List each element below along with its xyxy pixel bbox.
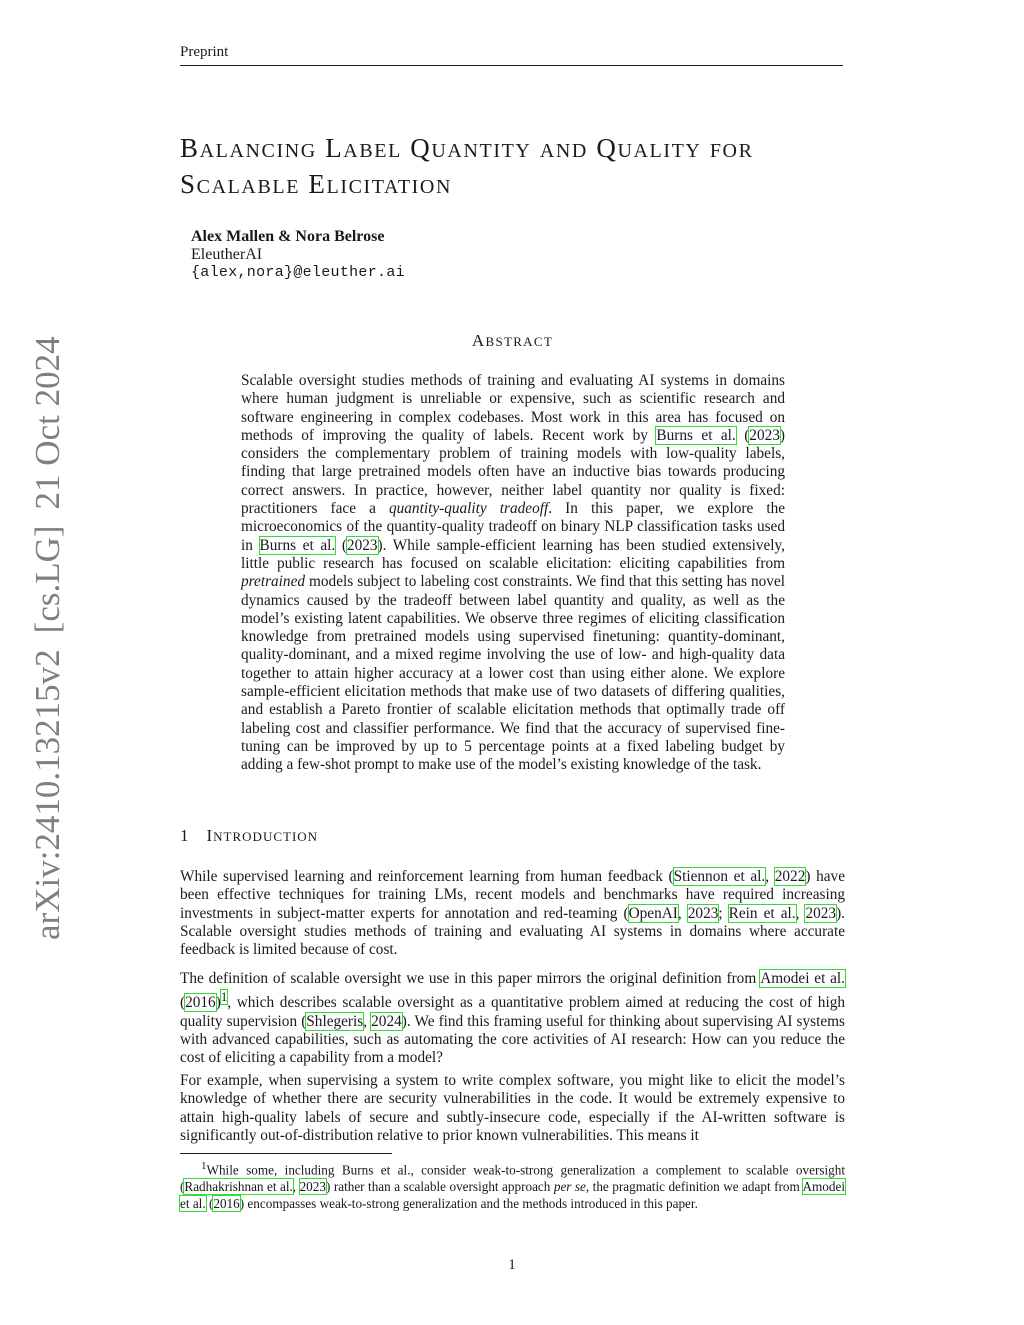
title-line-1: BALANCING LABEL QUANTITY AND QUALITY FOR <box>180 133 754 163</box>
citation-year-link[interactable]: 2023 <box>346 536 378 554</box>
author-names: Alex Mallen & Nora Belrose <box>191 228 385 245</box>
citation-link[interactable]: Radhakrishnan et al. <box>184 1179 293 1195</box>
intro-paragraph-3: For example, when supervising a system to write complex software, you might like to elicit the model’s knowledge of whether there are security vulnerabilities in the code. It would be extremely expensive to attain high-quality labels of secure and subtly-insecure code, especially if the AI-written software is significantly out-of-distribution relative to prior known vulnerabilities. This means it <box>180 1072 845 1144</box>
citation-year-link[interactable]: 2024 <box>371 1012 402 1030</box>
abstract-heading: ABSTRACT <box>471 331 554 350</box>
citation-year-link[interactable]: 2016 <box>213 1195 240 1211</box>
citation-year-link[interactable]: 2023 <box>749 426 780 444</box>
citation-link[interactable]: Stiennon et al. <box>673 868 766 885</box>
citation-link[interactable]: Amodei et al. <box>180 1179 845 1211</box>
citation-year-link[interactable]: 2016 <box>185 994 216 1012</box>
abstract-text: Scalable oversight studies methods of training and evaluating AI systems in domains where human judgment is unreliable or expensive, such as scientific research and software engineering in complex codebases. Most work in this area has focused on methods of improving the quality of labels. Recent work by Burns et al. (2023) considers the complementary problem of training models with low-quality labels, finding that large pretrained models often have an inductive bias towards producing correct answers. In practice, however, neither label quantity nor quality is fixed: practitioners face a quantity-quality tradeoff. In this paper, we explore the microeconomics of the quantity-quality tradeoff on binary NLP classification tasks used in Burns et al. (2023). While sample-efficient learning has been studied extensively, little public research has focused on scalable elicitation: eliciting capabilities from pretrained models subject to labeling cost constraints. We find that this setting has novel dynamics caused by the tradeoff between label quantity and quality, as well as the model’s existing latent capabilities. We observe three regimes of eliciting classification knowledge from pretrained models using supervised finetuning: quantity-dominant, quality-dominant, and a mixed regime involving the use of low- and high-quality data together to attain higher accuracy at a lower cost than using either alone. We explore sample-efficient elicitation methods that make use of two datasets of differing qualities, and establish a Pareto frontier of scalable elicitation methods that optimally trade off labeling cost and classifier performance. We find that the accuracy of supervised fine-tuning can be improved by up to 5 percentage points at a fixed labeling budget by adding a few-shot prompt to make use of the model’s existing knowledge of the task. <box>241 372 786 774</box>
footnote-mark-link[interactable]: 1 <box>220 990 228 1005</box>
title-line-2: SCALABLE ELICITATION <box>180 169 452 199</box>
citation-link[interactable]: Amodei et al. <box>760 970 845 987</box>
citation-year-link[interactable]: 2023 <box>299 1179 326 1195</box>
page-number: 1 <box>508 1257 516 1273</box>
citation-year-link[interactable]: 2022 <box>774 868 806 885</box>
author-email: {alex,nora}@eleuther.ai <box>191 264 405 281</box>
section-heading-introduction: 1 INTRODUCTION <box>180 826 319 845</box>
author-affiliation: EleutherAI <box>191 246 263 263</box>
citation-link[interactable]: Burns et al. <box>656 426 736 444</box>
footnote: $^1$While some, including Burns et al., consider weak-to-strong generalization a complement to scalable oversight (Radhakrishnan et al., 2023) rather than a scalable oversight approach per se, the pragmatic definition we adapt from Amodei et al. (2016) encompasses weak-to-strong generalization and the methods introduced in this paper. <box>180 1160 845 1211</box>
arxiv-sidebar-stamp: arXiv:2410.13215v2 [cs.LG] 21 Oct 2024 <box>28 336 67 940</box>
intro-paragraph-2: The definition of scalable oversight we use in this paper mirrors the original definition from Amodei et al. $(2016)^1$, which describes scalable oversight as a quantitative problem aimed at reducing the cost of high quality supervision (Shlegeris, 2024). We find this framing useful for thinking about supervising AI systems with advanced capabilities, such as automating the core activities of AI research: How can you reduce the cost of eliciting a capability from a model? <box>180 970 845 1067</box>
paper-title <box>180 132 845 204</box>
citation-link[interactable]: OpenAI <box>628 904 678 922</box>
intro-paragraph-1: While supervised learning and reinforcement learning from human feedback (Stiennon et al., 2022) have been effective techniques for training LMs, recent models and benchmarks have required increasing investments in subject-matter experts for annotation and red-teaming (OpenAI, 2023; Rein et al., 2023). Scalable oversight studies methods of training and evaluating AI systems in domains where accurate feedback is limited because of cost. <box>180 868 845 959</box>
footnote-rule <box>180 1153 392 1154</box>
citation-year-link[interactable]: 2023 <box>805 904 837 922</box>
citation-link[interactable]: Burns et al. <box>259 536 336 554</box>
citation-link[interactable]: Rein et al. <box>728 904 796 922</box>
citation-link[interactable]: Shlegeris <box>306 1012 364 1030</box>
author-block <box>191 228 405 282</box>
citation-year-link[interactable]: 2023 <box>687 904 719 922</box>
running-head: Preprint <box>180 44 843 66</box>
